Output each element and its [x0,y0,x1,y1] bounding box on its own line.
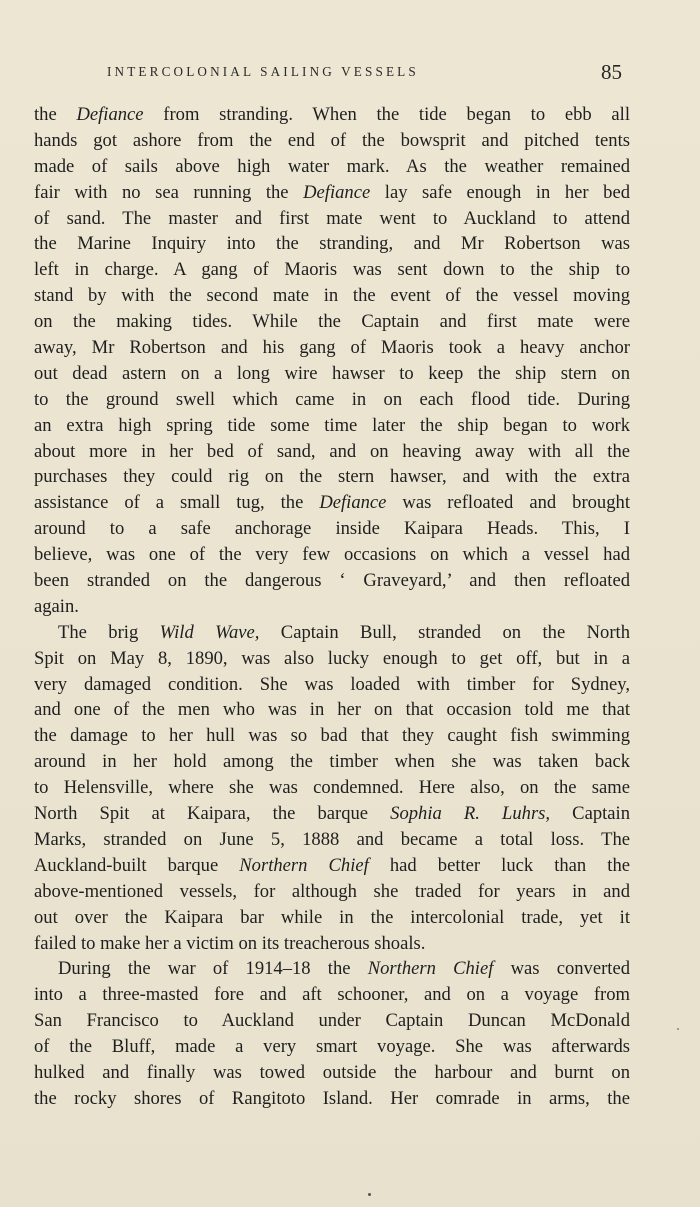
text-run: of the Bluff, made a very smart voyage. She was afterwards [34,1036,630,1058]
text-run: around in her hold among the timber when she was taken back [34,751,630,773]
text-run: Captain [550,803,630,825]
text-run: was refloated and brought [386,492,630,514]
text-line [34,309,630,335]
vessel-name: Wild Wave, [159,621,260,643]
text-run: failed to make her a victim on its treacherous shoals. [34,932,426,954]
text-run: hulked and finally was towed outside the harbour and burnt on [34,1061,630,1083]
text-run: out over the Kaipara bar while in the intercolonial trade, yet it [34,906,630,928]
text-line [34,1060,630,1086]
text-run: above-mentioned vessels, for although she traded for years in and [34,880,630,902]
text-line [34,257,630,283]
text-line [34,439,630,465]
text-run: out dead astern on a long wire hawser to keep the ship stern on [34,362,630,384]
text-run: the [34,104,77,125]
text-line [34,542,630,568]
text-line [34,361,630,387]
vessel-name: Northern Chief [239,854,369,876]
text-line [34,905,630,931]
text-line [34,1086,630,1112]
text-run: During the war of 1914–18 the [58,958,368,980]
text-run: from stranding. When the tide began to ebb all [143,104,630,125]
text-line [34,413,630,439]
text-line [34,1008,630,1034]
text-run: left in charge. A gang of Maoris was sent down to the ship to [34,259,630,281]
vessel-name: Sophia R. Luhrs, [390,803,551,825]
text-line [34,646,630,672]
text-line [34,128,630,154]
text-line [34,697,630,723]
text-line [34,568,630,594]
text-line [34,775,630,801]
text-line [34,879,630,905]
text-line [34,1034,630,1060]
text-run: the Marine Inquiry into the stranding, and Mr Robertson was [34,233,630,255]
text-run: the damage to her hull was so bad that they caught fish swimming [34,725,630,747]
text-run: lay safe enough in her bed [370,181,630,203]
text-run: the rocky shores of Rangitoto Island. Her comrade in arms, the [34,1087,630,1109]
text-line [34,827,630,853]
text-run: purchases they could rig on the stern hawser, and with the extra [34,466,630,488]
text-run: again. [34,595,79,617]
text-run: to the ground swell which came in on each flood tide. During [34,388,630,410]
text-run: Marks, stranded on June 5, 1888 and became a total loss. The [34,828,630,850]
vessel-name: Northern Chief [367,958,494,980]
text-line [34,931,630,957]
vessel-name: Defiance [303,181,371,203]
paper-speck [368,1193,371,1196]
text-line [34,464,630,490]
text-line [34,516,630,542]
text-run: very damaged condition. She was loaded with timber for Sydney, [34,673,630,695]
vessel-name: Defiance [319,492,387,514]
text-line [34,231,630,257]
text-run: on the making tides. While the Captain and first mate were [34,311,630,333]
body-text [34,102,630,1112]
text-run: around to a safe anchorage inside Kaipara Heads. This, I [34,518,630,540]
text-run: assistance of a small tug, the [34,492,320,514]
text-run: was converted [493,958,630,980]
text-run: hands got ashore from the end of the bowsprit and pitched tents [34,129,630,151]
text-run: San Francisco to Auckland under Captain Duncan McDonald [34,1010,630,1032]
text-line [34,672,630,698]
text-run: North Spit at Kaipara, the barque [34,803,391,825]
text-run: made of sails above high water mark. As the weather remained [34,155,630,177]
text-line [34,180,630,206]
text-line [34,594,630,620]
paper-speck [677,1028,679,1030]
text-line [34,335,630,361]
text-line [34,853,630,879]
text-line [34,490,630,516]
text-line [34,956,630,982]
text-run: of sand. The master and first mate went to Auckland to attend [34,207,630,229]
vessel-name: Defiance [76,104,144,125]
text-run: The brig [58,621,160,643]
text-run: and one of the men who was in her on that occasion told me that [34,699,630,721]
text-run: believe, was one of the very few occasions on which a vessel had [34,544,630,566]
text-line [34,620,630,646]
text-run: Auckland-built barque [34,854,240,876]
text-line [34,801,630,827]
text-line [34,387,630,413]
text-line [34,154,630,180]
text-line [34,749,630,775]
text-run: been stranded on the dangerous ‘ Graveyard,’ and then refloated [34,570,630,592]
text-run: stand by with the second mate in the event of the vessel moving [34,285,630,307]
text-line [34,283,630,309]
text-run: had better luck than the [368,854,630,876]
text-run: away, Mr Robertson and his gang of Maoris took a heavy anchor [34,337,630,359]
text-run: Captain Bull, stranded on the North [259,621,630,643]
running-head: INTERCOLONIAL SAILING VESSELS [107,64,419,79]
page-number: 85 [601,60,622,84]
text-run: about more in her bed of sand, and on heaving away with all the [34,440,630,462]
text-run: an extra high spring tide some time later the ship began to work [34,414,630,436]
text-line [34,206,630,232]
text-line [34,982,630,1008]
text-run: fair with no sea running the [34,181,304,203]
text-run: into a three-masted fore and aft schooner, and on a voyage from [34,984,630,1006]
text-line [34,102,630,128]
text-run: Spit on May 8, 1890, was also lucky enough to get off, but in a [34,647,630,669]
text-run: to Helensville, where she was condemned. Here also, on the same [34,777,630,799]
text-line [34,723,630,749]
